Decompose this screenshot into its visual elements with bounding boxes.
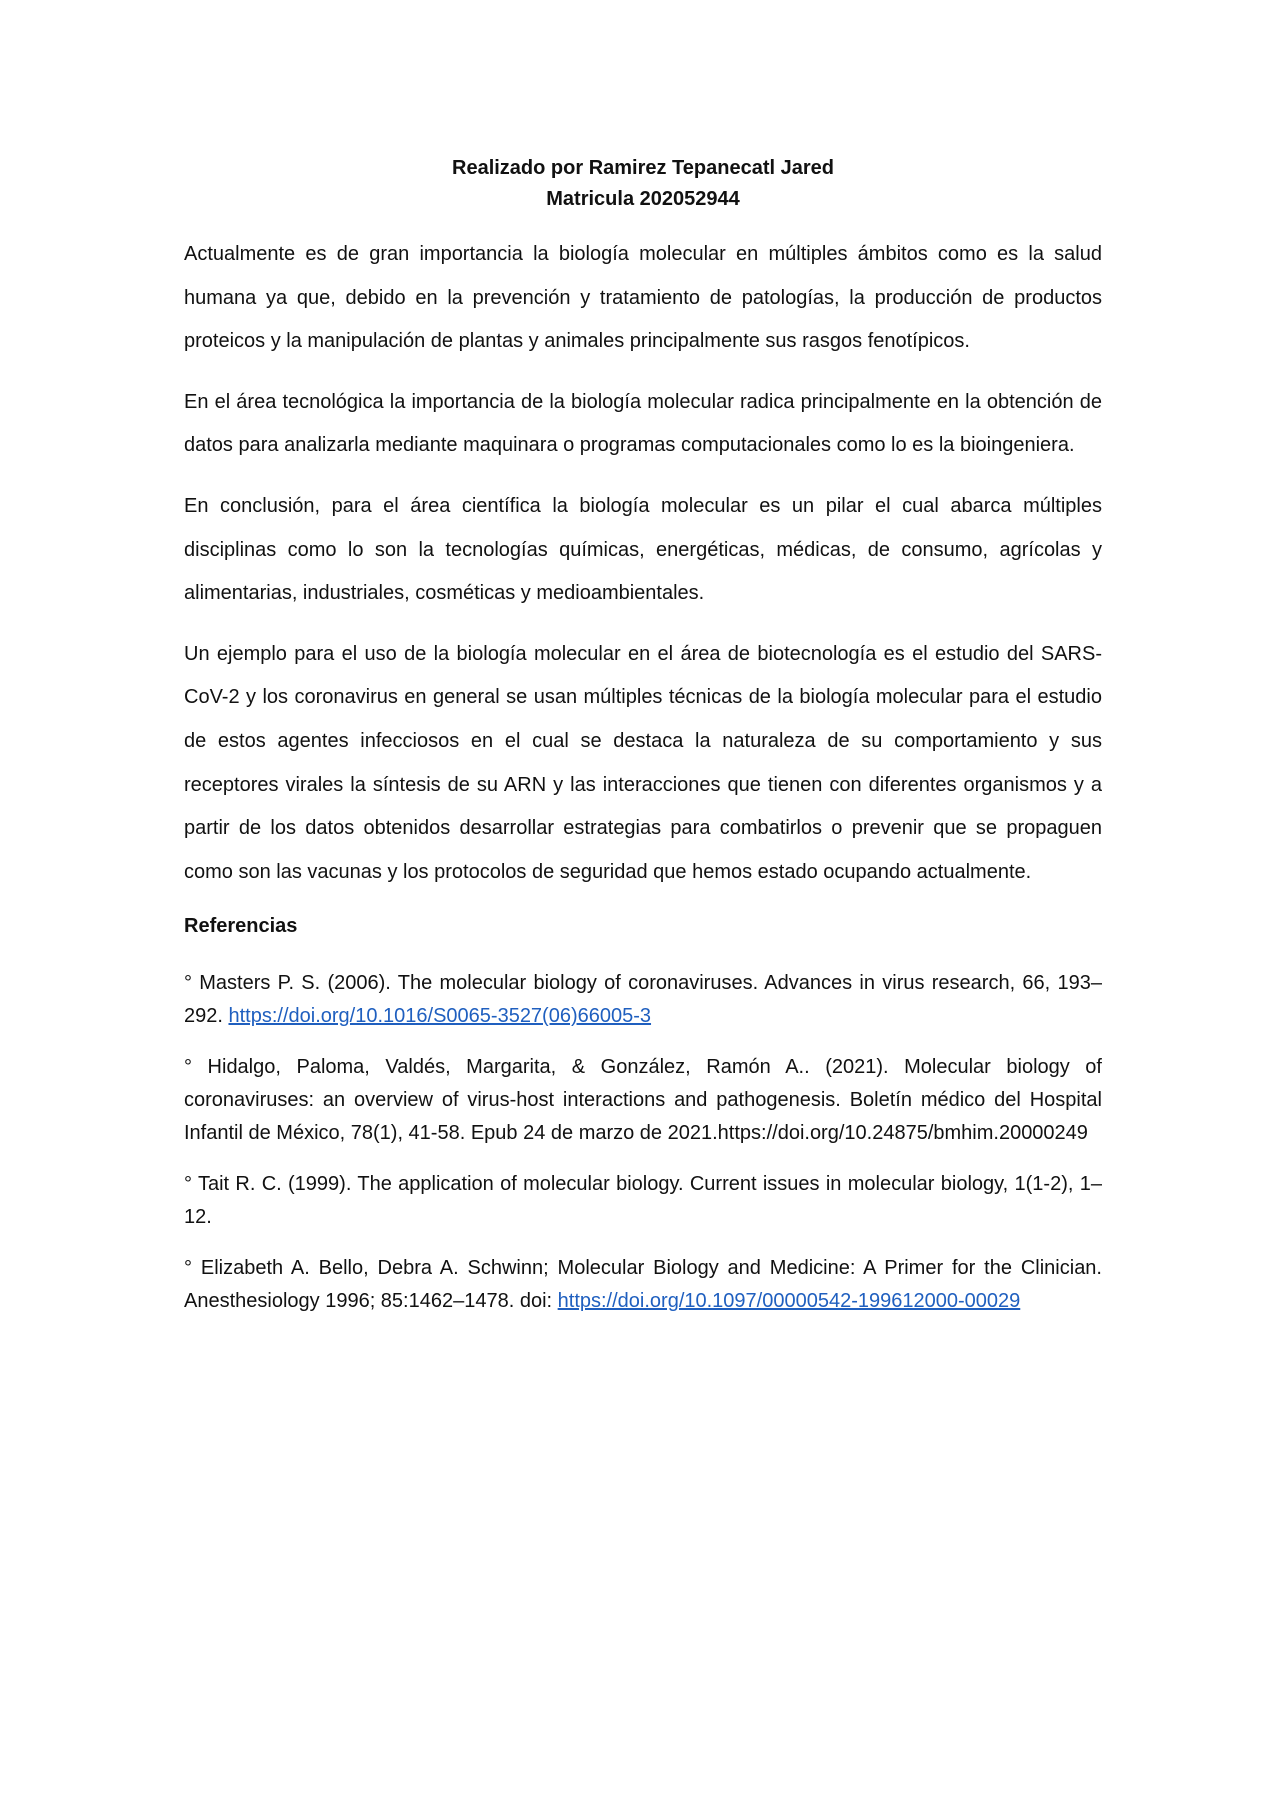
reference-4-doi-link[interactable]: https://doi.org/10.1097/00000542-199612000-00029 (557, 1290, 1021, 1313)
reference-item-2 (184, 1051, 1102, 1150)
body-paragraph-4: Un ejemplo para el uso de la biología molecular en el área de biotecnología es el estudio del SARS-CoV-2 y los coronavirus en general se usan múltiples técnicas de la biología molecular para el estudio de estos agentes infecciosos en el cual se destaca la naturaleza de su comportamiento y sus receptores virales la síntesis de su ARN y las interacciones que tienen con diferentes organismos y a partir de los datos obtenidos desarrollar estrategias para combatirlos o prevenir que se propaguen como son las vacunas y los protocolos de seguridad que hemos estado ocupando actualmente. (184, 642, 1102, 883)
body-paragraph-1: Actualmente es de gran importancia la biología molecular en múltiples ámbitos como es la salud humana ya que, debido en la prevención y tratamiento de patologías, la producción de productos proteicos y la manipulación de plantas y animales principalmente sus rasgos fenotípicos. (184, 243, 1102, 353)
reference-1-text: ° Masters P. S. (2006). The molecular biology of coronaviruses. Advances in virus research, 66, 193–292. (184, 972, 1102, 1028)
reference-2-text: ° Hidalgo, Paloma, Valdés, Margarita, & González, Ramón A.. (2021). Molecular biology of coronaviruses: an overview of virus-host interactions and pathogenesis. Boletín médico del Hospital Infantil de México, 78(1), 41-58. Epub 24 de marzo de 2021.https://doi.org/10.24875/bmhim.20000249 (184, 1056, 1102, 1145)
document-header (184, 153, 1102, 215)
reference-item-1 (184, 967, 1102, 1033)
body-paragraph-2: En el área tecnológica la importancia de la biología molecular radica principalmente en la obtención de datos para analizarla mediante maquinara o programas computacionales como lo es la bioingeniera. (184, 390, 1102, 457)
reference-item-3 (184, 1168, 1102, 1234)
reference-1-doi-link[interactable]: https://doi.org/10.1016/S0065-3527(06)66005-3 (228, 1005, 652, 1028)
document-content (184, 153, 1102, 1336)
body-paragraph-3: En conclusión, para el área científica la biología molecular es un pilar el cual abarca múltiples disciplinas como lo son la tecnologías químicas, energéticas, médicas, de consumo, agrícolas y alimentarias, industriales, cosméticas y medioambientales. (184, 494, 1102, 605)
references-title: Referencias (184, 915, 298, 938)
reference-item-4 (184, 1252, 1102, 1318)
reference-4-text: ° Elizabeth A. Bello, Debra A. Schwinn; Molecular Biology and Medicine: A Primer for the Clinician. Anesthesiology 1996; 85:1462–1478. doi: (184, 1257, 1102, 1313)
matricula-line: Matricula 202052944 (546, 188, 740, 210)
reference-3-text: ° Tait R. C. (1999). The application of molecular biology. Current issues in molecular biology, 1(1-2), 1–12. (184, 1173, 1102, 1229)
author-line: Realizado por Ramirez Tepanecatl Jared (452, 157, 834, 179)
